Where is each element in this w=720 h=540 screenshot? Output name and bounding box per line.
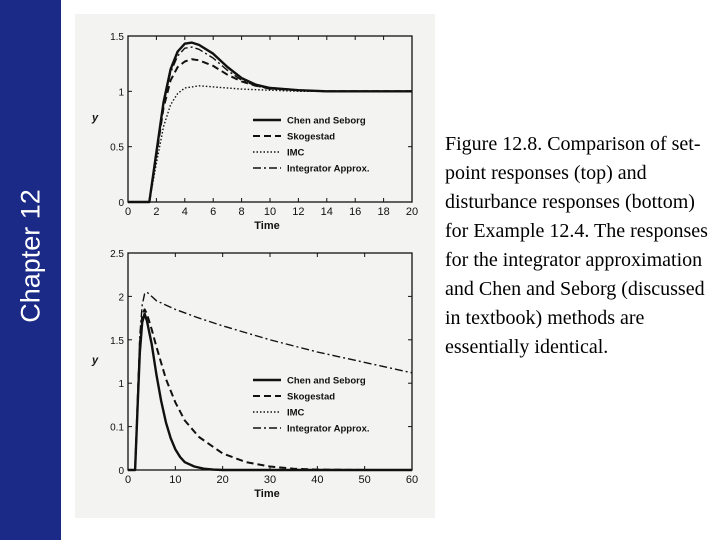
y-tick-label: 1.5 xyxy=(110,335,124,347)
y-axis-label: y xyxy=(91,354,99,367)
y-tick-label: 1.5 xyxy=(110,32,124,43)
legend-label: Chen and Seborg xyxy=(287,375,366,387)
x-tick-label: 16 xyxy=(349,206,362,218)
legend-label: Skogestad xyxy=(287,391,336,403)
x-tick-label: 10 xyxy=(263,206,277,218)
x-tick-label: 4 xyxy=(181,206,188,218)
x-tick-label: 0 xyxy=(124,206,132,218)
x-tick-label: 50 xyxy=(358,474,371,486)
x-tick-label: 6 xyxy=(210,206,217,218)
chart-top xyxy=(91,32,418,232)
x-tick-label: 40 xyxy=(311,474,324,486)
x-tick-label: 20 xyxy=(405,206,419,218)
x-tick-label: 0 xyxy=(124,474,132,486)
x-tick-label: 2 xyxy=(153,206,160,218)
y-tick-label: 0.1 xyxy=(110,422,124,434)
legend-label: Integrator Approx. xyxy=(287,423,370,435)
x-axis-label: Time xyxy=(254,488,280,500)
legend-label: Integrator Approx. xyxy=(287,163,370,175)
y-tick-label: 1 xyxy=(118,87,124,99)
y-tick-label: 2.5 xyxy=(110,249,124,260)
x-tick-label: 8 xyxy=(238,206,245,218)
y-tick-label: 2 xyxy=(118,292,124,304)
y-tick-label: 0 xyxy=(118,198,124,209)
chapter-label: Chapter 12 xyxy=(15,189,46,323)
figure-caption: Figure 12.8. Comparison of set-point responses (top) and disturbance responses (bottom) for Example 12.4. The responses for the integrator approximation and Chen and Seborg (discussed in textbook) methods are essentially identical. xyxy=(445,133,708,358)
figure-panel xyxy=(75,14,435,518)
legend-label: Chen and Seborg xyxy=(287,115,366,127)
legend-label: IMC xyxy=(287,407,305,419)
x-axis-label: Time xyxy=(254,220,280,232)
series-line-chen-and-seborg xyxy=(128,43,412,202)
y-tick-label: 1 xyxy=(118,379,124,391)
chapter-sidebar xyxy=(0,0,61,540)
x-tick-label: 30 xyxy=(263,474,277,486)
y-tick-label: 0 xyxy=(118,466,124,477)
series-line-skogestad xyxy=(128,59,412,202)
x-tick-label: 10 xyxy=(169,474,182,486)
x-tick-label: 14 xyxy=(320,206,333,218)
legend-label: Skogestad xyxy=(287,131,336,143)
x-tick-label: 20 xyxy=(216,474,229,486)
series-line-imc xyxy=(128,86,412,202)
x-tick-label: 60 xyxy=(405,474,419,486)
y-axis-label: y xyxy=(91,112,99,124)
x-tick-label: 18 xyxy=(377,206,390,218)
x-tick-label: 12 xyxy=(292,206,305,218)
legend-label: IMC xyxy=(287,147,305,159)
figure-svg xyxy=(75,14,435,518)
y-tick-label: 0.5 xyxy=(110,142,124,154)
chart-bottom xyxy=(91,249,418,500)
series-line-skogestad xyxy=(128,309,412,470)
